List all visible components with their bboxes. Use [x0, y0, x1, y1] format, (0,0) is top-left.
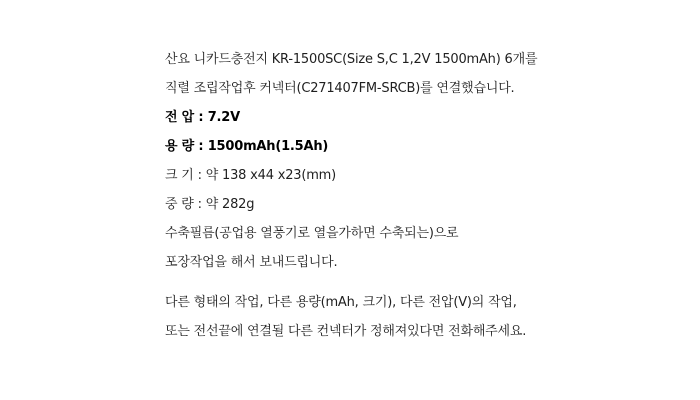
- spec-capacity-separator: :: [194, 139, 208, 154]
- spec-size-label: 크 기: [165, 168, 194, 183]
- spec-weight: [165, 190, 545, 219]
- spec-capacity-label: 용 량: [165, 139, 195, 154]
- notice-paragraph: [165, 288, 545, 346]
- spec-voltage-label: 전 압: [165, 110, 195, 125]
- spec-size-value: 약 138 x44 x23(mm): [205, 168, 337, 183]
- spec-capacity-value: 1500mAh(1.5Ah): [207, 139, 329, 154]
- intro-line-2: 직렬 조립작업후 커넥터(C271407FM-SRCB)를 연결했습니다.: [165, 81, 515, 96]
- packaging-line-2: 포장작업을 해서 보내드립니다.: [165, 255, 338, 270]
- spec-weight-label: 중 량: [165, 197, 194, 212]
- spec-voltage: [165, 103, 545, 132]
- product-description: [165, 45, 545, 346]
- spec-weight-separator: :: [193, 197, 206, 212]
- notice-line-2: 또는 전선끝에 연결될 다른 컨넥터가 정해져있다면 전화해주세요.: [165, 324, 527, 339]
- spec-capacity: [165, 132, 545, 161]
- spec-list: [165, 103, 545, 219]
- spec-voltage-separator: :: [194, 110, 208, 125]
- spec-voltage-value: 7.2V: [207, 110, 240, 125]
- spec-weight-value: 약 282g: [205, 197, 255, 212]
- intro-line-1: 산요 니카드충전지 KR-1500SC(Size S,C 1,2V 1500mAh) 6개를: [165, 52, 538, 67]
- packaging-line-1: 수축필름(공업용 열풍기로 열을가하면 수축되는)으로: [165, 226, 459, 241]
- spec-size-separator: :: [193, 168, 206, 183]
- intro-paragraph: [165, 45, 545, 103]
- packaging-paragraph: [165, 219, 545, 277]
- notice-line-1: 다른 형태의 작업, 다른 용량(mAh, 크기), 다른 전압(V)의 작업,: [165, 295, 517, 310]
- spec-size: [165, 161, 545, 190]
